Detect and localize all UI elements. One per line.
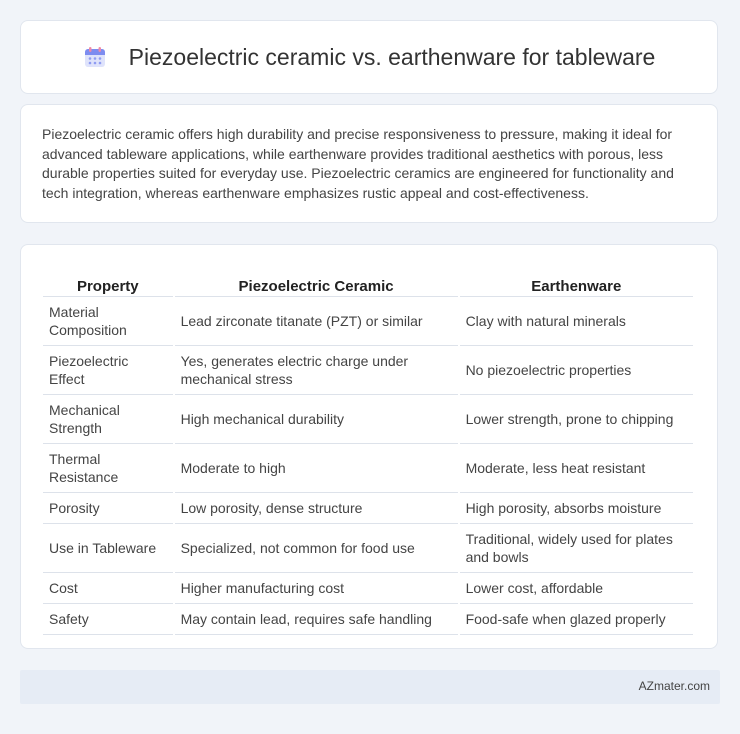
calendar-icon bbox=[83, 45, 107, 69]
intro-paragraph: Piezoelectric ceramic offers high durability and precise responsiveness to pressure, making it ideal for advanced tableware applications, while earthenware provides traditional aesthetics with porous, less durable properties suited for everyday use. Piezoelectric ceramics are engineered for functionality and tech integration, whereas earthenware emphasizes rustic appeal and cost-effectiveness. bbox=[42, 126, 674, 201]
table-row bbox=[43, 604, 693, 635]
property-cell: Piezoelectric Effect bbox=[43, 346, 173, 395]
table-row bbox=[43, 297, 693, 346]
table-row bbox=[43, 493, 693, 524]
header-piezoelectric: Piezoelectric Ceramic bbox=[175, 265, 458, 297]
header-earthenware: Earthenware bbox=[460, 265, 693, 297]
table-row bbox=[43, 444, 693, 493]
title-card bbox=[20, 20, 718, 94]
property-cell: Thermal Resistance bbox=[43, 444, 173, 493]
earthenware-cell: Clay with natural minerals bbox=[460, 297, 693, 346]
page-title: Piezoelectric ceramic vs. earthenware for tableware bbox=[128, 43, 656, 70]
table-row bbox=[43, 573, 693, 604]
piezo-cell: Lead zirconate titanate (PZT) or similar bbox=[175, 297, 458, 346]
property-cell: Material Composition bbox=[43, 297, 173, 346]
earthenware-cell: Lower strength, prone to chipping bbox=[460, 395, 693, 444]
intro-card bbox=[20, 104, 718, 223]
piezo-cell: Specialized, not common for food use bbox=[175, 524, 458, 573]
earthenware-cell: No piezoelectric properties bbox=[460, 346, 693, 395]
earthenware-cell: Lower cost, affordable bbox=[460, 573, 693, 604]
property-cell: Use in Tableware bbox=[43, 524, 173, 573]
piezo-cell: Moderate to high bbox=[175, 444, 458, 493]
property-cell: Porosity bbox=[43, 493, 173, 524]
footer-site-link[interactable]: AZmater.com bbox=[638, 679, 710, 693]
table-row bbox=[43, 524, 693, 573]
property-cell: Safety bbox=[43, 604, 173, 635]
table-row bbox=[43, 346, 693, 395]
property-cell: Mechanical Strength bbox=[43, 395, 173, 444]
table-row bbox=[43, 395, 693, 444]
comparison-table bbox=[41, 265, 695, 635]
title-wrap bbox=[83, 44, 656, 71]
piezo-cell: Higher manufacturing cost bbox=[175, 573, 458, 604]
property-cell: Cost bbox=[43, 573, 173, 604]
header-property: Property bbox=[43, 265, 173, 297]
earthenware-cell: High porosity, absorbs moisture bbox=[460, 493, 693, 524]
earthenware-cell: Food-safe when glazed properly bbox=[460, 604, 693, 635]
piezo-cell: Yes, generates electric charge under mechanical stress bbox=[175, 346, 458, 395]
comparison-card bbox=[20, 244, 718, 649]
table-header-row bbox=[43, 265, 693, 297]
piezo-cell: May contain lead, requires safe handling bbox=[175, 604, 458, 635]
earthenware-cell: Moderate, less heat resistant bbox=[460, 444, 693, 493]
piezo-cell: Low porosity, dense structure bbox=[175, 493, 458, 524]
footer-bar bbox=[20, 670, 720, 704]
earthenware-cell: Traditional, widely used for plates and bowls bbox=[460, 524, 693, 573]
piezo-cell: High mechanical durability bbox=[175, 395, 458, 444]
